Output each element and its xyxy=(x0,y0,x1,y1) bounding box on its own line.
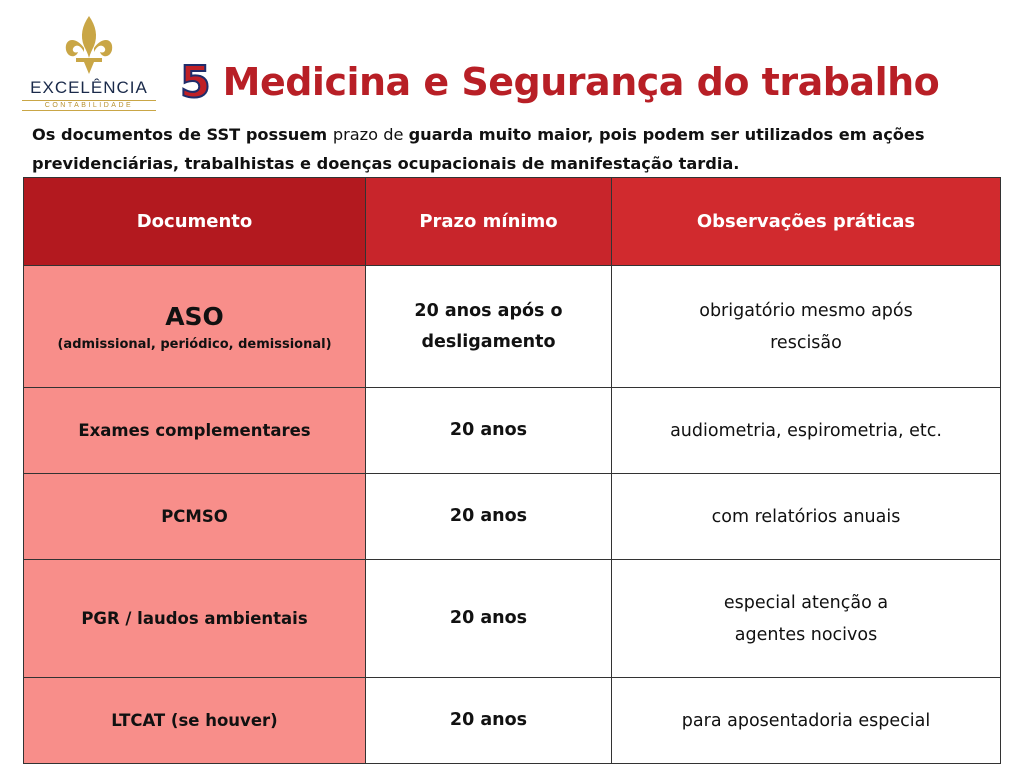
logo-subtitle: CONTABILIDADE xyxy=(22,100,156,111)
doc-cell: Exames complementares xyxy=(24,388,366,474)
prazo-cell: 20 anos xyxy=(366,560,612,678)
table-row xyxy=(24,266,1001,388)
table-row xyxy=(24,678,1001,764)
doc-cell: PGR / laudos ambientais xyxy=(24,560,366,678)
table-row xyxy=(24,560,1001,678)
prazo-cell xyxy=(366,266,612,388)
intro-part-1: Os documentos de SST possuem xyxy=(32,125,333,144)
page-heading xyxy=(180,54,939,110)
doc-name: ASO xyxy=(165,301,224,331)
doc-cell xyxy=(24,266,366,388)
header-observacoes: Observações práticas xyxy=(612,178,1001,266)
table-row xyxy=(24,474,1001,560)
header-prazo: Prazo mínimo xyxy=(366,178,612,266)
fleur-de-lis-icon xyxy=(62,14,116,76)
header-documento: Documento xyxy=(24,178,366,266)
page-title: Medicina e Segurança do trabalho xyxy=(222,60,940,104)
retention-table xyxy=(23,177,1001,764)
obs-cell: audiometria, espirometria, etc. xyxy=(612,388,1001,474)
prazo-text: 20 anos após o desligamento xyxy=(414,300,563,352)
doc-cell: LTCAT (se houver) xyxy=(24,678,366,764)
prazo-cell: 20 anos xyxy=(366,678,612,764)
doc-cell: PCMSO xyxy=(24,474,366,560)
obs-text: obrigatório mesmo após rescisão xyxy=(699,300,913,353)
obs-cell xyxy=(612,266,1001,388)
prazo-cell: 20 anos xyxy=(366,474,612,560)
prazo-cell: 20 anos xyxy=(366,388,612,474)
intro-part-2: prazo de xyxy=(332,125,409,144)
company-logo xyxy=(22,14,156,114)
obs-cell xyxy=(612,560,1001,678)
section-number: 5 xyxy=(180,56,211,108)
intro-paragraph xyxy=(32,120,1002,178)
obs-cell: para aposentadoria especial xyxy=(612,678,1001,764)
intro-part-3: guarda muito maior, pois podem ser utilizados em ações previdenciárias, trabalhistas e doenças ocupacionais de manifestação tardia. xyxy=(32,125,925,173)
obs-cell: com relatórios anuais xyxy=(612,474,1001,560)
obs-text: especial atenção a agentes nocivos xyxy=(723,592,889,645)
doc-detail: (admissional, periódico, demissional) xyxy=(57,336,332,352)
logo-brand-name: EXCELÊNCIA xyxy=(30,78,148,97)
table-header-row xyxy=(24,178,1001,266)
table-row xyxy=(24,388,1001,474)
